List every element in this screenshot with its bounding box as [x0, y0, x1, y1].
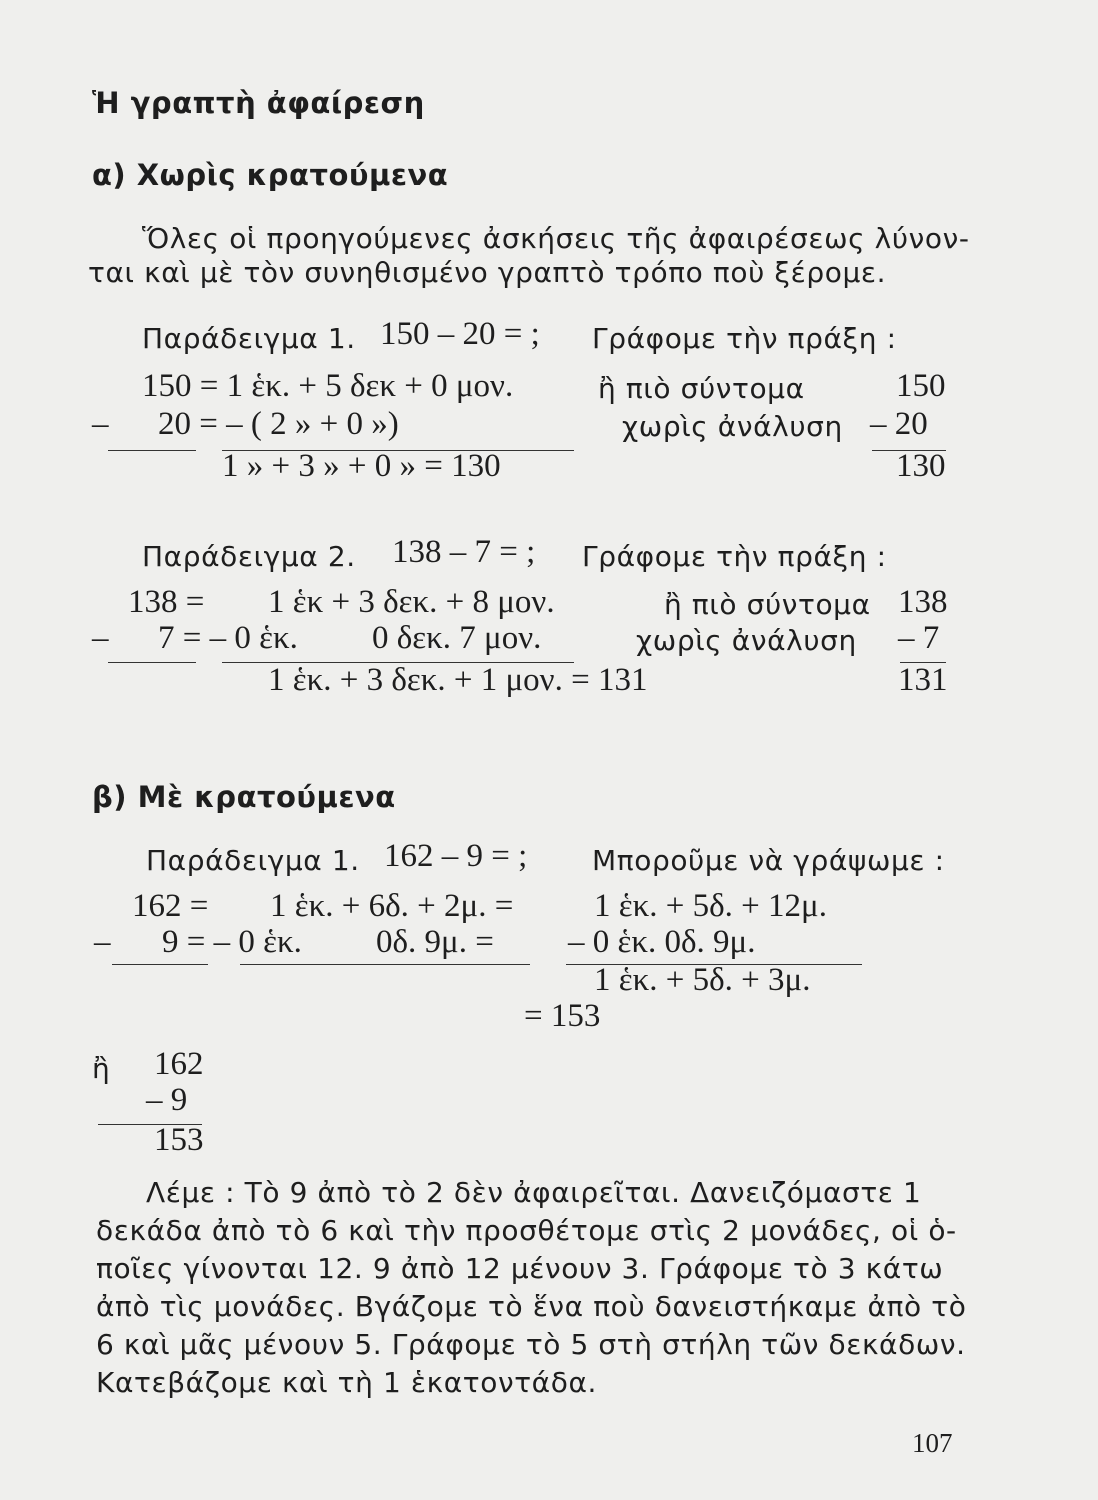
section-a-heading: α) Χωρὶς κρατούμενα — [92, 158, 449, 192]
b-ex1-row1-right: 1 ἑκ. + 5δ. + 12μ. — [594, 888, 827, 924]
a-ex2-row1-alt: ἢ πιὸ σύντομα — [664, 588, 871, 621]
b-ex1-row2-mid: 0δ. 9μ. = — [376, 924, 494, 960]
b-alt-top: 162 — [154, 1046, 204, 1082]
explanation-line-6: Κατεβάζομε καὶ τὴ 1 ἑκατοντάδα. — [96, 1366, 598, 1399]
a-ex1-row2-minus: – — [92, 406, 109, 442]
b-example1-instruction: Μποροῦμε νὰ γράψωμε : — [592, 844, 945, 877]
section-b-heading: β) Μὲ κρατούμενα — [92, 780, 396, 814]
b-alt-result: 153 — [154, 1122, 204, 1158]
intro-line-1: Ὅλες οἱ προηγούμενες ἀσκήσεις τῆς ἀφαιρέσεως λύνον- — [142, 222, 970, 255]
a-ex1-row1-alt: ἢ πιὸ σύντομα — [598, 372, 805, 405]
a-example1-instruction: Γράφομε τὴν πράξη : — [592, 322, 897, 355]
page-number: 107 — [912, 1428, 953, 1458]
a-ex2-row2-num: 7 = – 0 ἑκ. — [158, 620, 298, 656]
b-ex1-row2-num: 9 = – 0 ἑκ. — [162, 924, 302, 960]
b-ex1-line-mid — [240, 964, 530, 965]
a-example1-label: Παράδειγμα 1. — [142, 322, 356, 355]
a-ex2-row1: 1 ἑκ + 3 δεκ. + 8 μον. — [268, 584, 555, 620]
a-example2-problem: 138 – 7 = ; — [392, 534, 536, 570]
a-example2-label: Παράδειγμα 2. — [142, 540, 356, 573]
a-ex2-short-mid: – 7 — [898, 620, 940, 656]
b-ex1-row4: = 153 — [524, 998, 601, 1034]
a-ex2-line-left — [108, 662, 196, 663]
b-ex1-row1-mid: 1 ἑκ. + 6δ. + 2μ. = — [270, 888, 514, 924]
explanation-line-5: 6 καὶ μᾶς μένουν 5. Γράφομε τὸ 5 στὴ στήλη τῶν δεκάδων. — [96, 1328, 966, 1361]
b-ex1-line-left — [112, 964, 208, 965]
a-ex1-row2: 20 = – ( 2 » + 0 ») — [158, 406, 399, 442]
explanation-line-2: δεκάδα ἀπὸ τὸ 6 καὶ τὴν προσθέτομε στὶς 2 μονάδες, οἱ ὁ- — [96, 1214, 957, 1247]
a-example2-instruction: Γράφομε τὴν πράξη : — [582, 540, 887, 573]
a-ex1-short-top: 150 — [896, 368, 946, 404]
explanation-line-4: ἀπὸ τὶς μονάδες. Βγάζομε τὸ ἕνα ποὺ δανειστήκαμε ἀπὸ τὸ — [96, 1290, 967, 1323]
b-alt-mid: – 9 — [146, 1082, 188, 1118]
a-ex2-short-top: 138 — [898, 584, 948, 620]
a-ex2-short-result: 131 — [898, 662, 948, 698]
b-ex1-row2-right: – 0 ἑκ. 0δ. 9μ. — [568, 924, 756, 960]
a-ex2-row2-minus: – — [92, 620, 109, 656]
b-example1-label: Παράδειγμα 1. — [146, 844, 360, 877]
a-ex1-short-mid: – 20 — [870, 406, 928, 442]
intro-line-2: ται καὶ μὲ τὸν συνηθισμένο γραπτὸ τρόπο ποὺ ξέρομε. — [88, 256, 887, 289]
b-ex1-row1-num: 162 = — [132, 888, 209, 924]
b-ex1-row2-minus: – — [94, 924, 111, 960]
a-ex1-short-result: 130 — [896, 448, 946, 484]
a-ex2-row1-num: 138 = — [128, 584, 205, 620]
a-ex1-row2-alt: χωρὶς ἀνάλυση — [622, 410, 843, 443]
explanation-line-1: Λέμε : Τὸ 9 ἀπὸ τὸ 2 δὲν ἀφαιρεῖται. Δανειζόμαστε 1 — [146, 1176, 922, 1209]
page-title: Ἡ γραπτὴ ἀφαίρεση — [92, 86, 425, 120]
explanation-line-3: ποῖες γίνονται 12. 9 ἀπὸ 12 μένουν 3. Γράφομε τὸ 3 κάτω — [96, 1252, 944, 1285]
a-ex2-row3: 1 ἑκ. + 3 δεκ. + 1 μον. = 131 — [268, 662, 648, 698]
a-ex1-row3: 1 » + 3 » + 0 » = 130 — [222, 448, 501, 484]
a-ex2-row2-alt: χωρὶς ἀνάλυση — [636, 624, 857, 657]
a-ex2-row2: 0 δεκ. 7 μον. — [372, 620, 542, 656]
b-example1-problem: 162 – 9 = ; — [384, 838, 528, 874]
a-ex1-line-left — [108, 450, 196, 451]
a-ex1-row1: 150 = 1 ἑκ. + 5 δεκ + 0 μον. — [142, 368, 514, 404]
b-alt-marker: ἢ — [92, 1052, 111, 1085]
a-example1-problem: 150 – 20 = ; — [380, 316, 540, 352]
b-ex1-row3-right: 1 ἑκ. + 5δ. + 3μ. — [594, 962, 811, 998]
